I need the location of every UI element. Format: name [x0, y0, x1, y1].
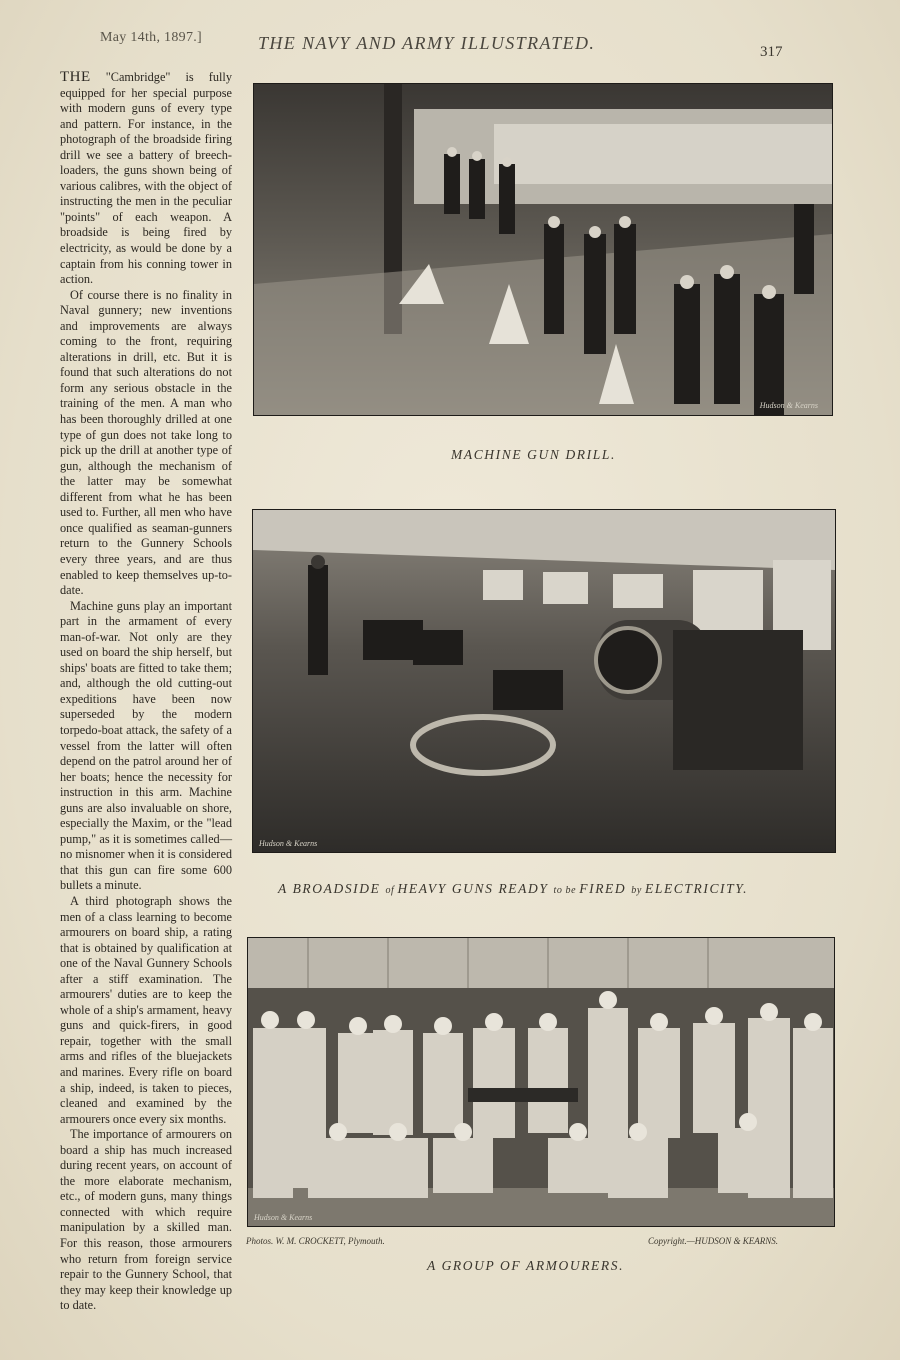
- broadside-guns-photo: [253, 510, 835, 852]
- article-paragraph: THE "Cambridge" is fully equipped for her special purpose with modern guns of every type and pattern. For instance, in the photograph of the broadside firing drill we see a battery of breech-loaders, the guns shown being of various calibres, with the object of instructing the men in the peculiar "points" of each weapon. A broadside is being fired by electricity, as would be done by a captain from his conning tower in action.: [60, 69, 232, 287]
- photo-credit: Hudson & Kearns: [259, 839, 318, 848]
- machine-gun-drill-image: [254, 84, 832, 415]
- armourers-group-photo: [248, 938, 834, 1226]
- photo-credit: Hudson & Kearns: [759, 401, 818, 410]
- armourers-group-image: [248, 938, 834, 1226]
- publication-title: THE NAVY AND ARMY ILLUSTRATED.: [258, 33, 596, 53]
- page-number: 317: [760, 44, 783, 60]
- figure-caption: MACHINE GUN DRILL.: [451, 447, 616, 462]
- article-paragraph: A third photograph shows the men of a class learning to become armourers on board ship, a rating that is obtained by qualification at one of the Naval Gunnery Schools after a stiff examination. The armourers' duties are to keep the whole of a ship's armament, heavy guns and quick-firers, in good repair, together with the small arms and rifles of the bluejackets and marines. Every rifle on board a ship, indeed, is taken to pieces, cleaned and examined by the armourers once every six months.: [60, 893, 232, 1126]
- figure-caption: A GROUP OF ARMOURERS.: [427, 1258, 625, 1273]
- article-paragraph: The importance of armourers on board a ship has much increased during recent years, on account of the more elaborate mechanism, etc., of modern guns, many things connected with which require manipulation by a skilled man. For this reason, those armourers who return from foreign service repair to the Gunnery School, that they may keep their knowledge up to date.: [60, 1127, 232, 1313]
- copyright-credit: Copyright.—HUDSON & KEARNS.: [648, 1236, 779, 1246]
- machine-gun-drill-photo: [254, 84, 832, 415]
- article-paragraph: Of course there is no finality in Naval gunnery; new inventions and improvements are always coming to the front, requiring alterations in drill, etc. But it is found that such alterations do not form any serious obstacle in the training of the men. A man who has been thoroughly drilled at one type of gun does not take long to pick up the drill at another type of gun, although the mechanism of the latter may be somewhat different from what he has been used to. Further, all men who have once qualified as seaman-gunners return to the Gunnery Schools every three years, and are thus enabled to keep themselves up-to-date.: [60, 287, 232, 598]
- photos-credit: Photos. W. M. CROCKETT, Plymouth.: [246, 1236, 385, 1246]
- photo-credit: Hudson & Kearns: [254, 1213, 313, 1222]
- figure-caption: A BROADSIDE of HEAVY GUNS READY to be FIRED by ELECTRICITY.: [278, 881, 749, 896]
- broadside-guns-image: [253, 510, 835, 852]
- article-column: [60, 70, 232, 1314]
- article-paragraph: Machine guns play an important part in the armament of every man-of-war. Not only are they used on board the ship herself, but ships' boats are fitted to take them; and, although the old cutting-out expeditions have been now superseded by the modern torpedo-boat attack, the safety of a vessel from the latter will often depend on the patrol around her of her boats; hence the necessity for instruction in this arm. Machine guns are also invaluable on shore, especially the Maxim, or the "lead pump," as it is sometimes called—no misnomer when it is considered that this gun can fire some 600 bullets a minute.: [60, 598, 232, 893]
- issue-date: May 14th, 1897.]: [100, 30, 203, 45]
- drop-word: THE: [60, 69, 91, 85]
